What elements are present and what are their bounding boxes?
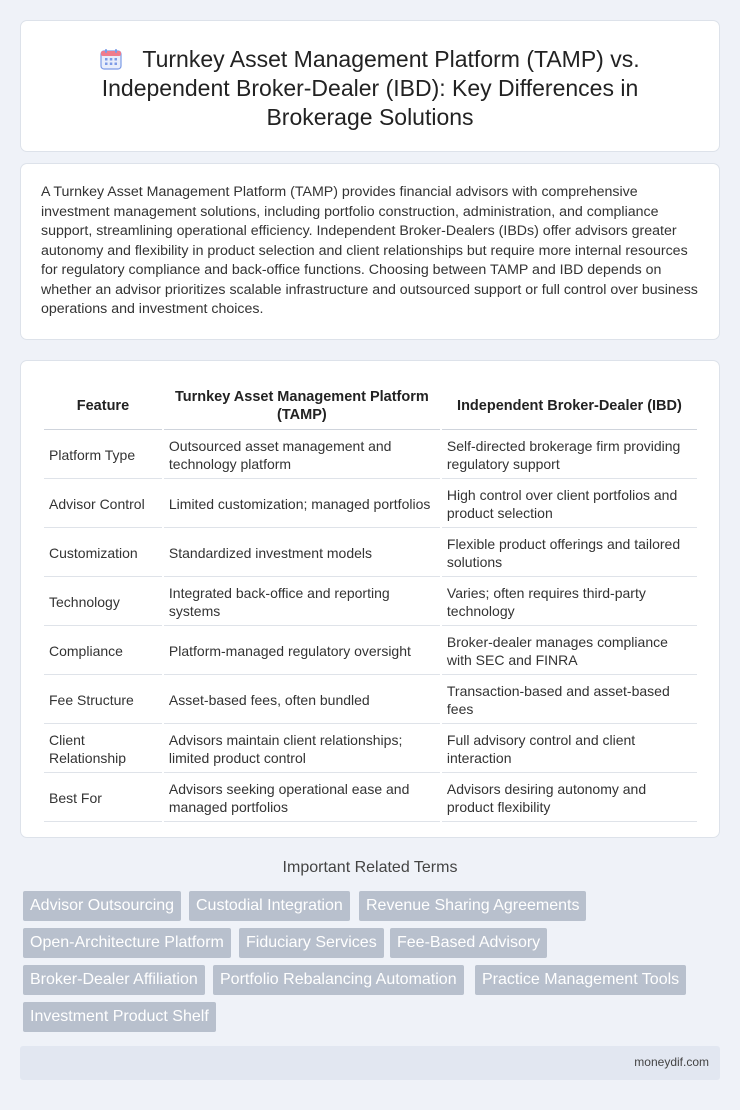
tamp-cell: Advisors maintain client relationships; limited product control — [164, 726, 440, 773]
comparison-table — [42, 381, 699, 824]
page-title-text: Turnkey Asset Management Platform (TAMP) vs. Independent Broker-Dealer (IBD): Key Differences in Brokerage Solutions — [101, 46, 640, 130]
table-row — [44, 775, 697, 822]
tamp-cell: Asset-based fees, often bundled — [164, 677, 440, 724]
related-term-tag[interactable]: Investment Product Shelf — [23, 1002, 216, 1032]
feature-cell: Client Relationship — [44, 726, 162, 773]
intro-card — [20, 163, 720, 340]
ibd-cell: Flexible product offerings and tailored solutions — [442, 530, 697, 577]
tamp-cell: Integrated back-office and reporting systems — [164, 579, 440, 626]
ibd-cell: High control over client portfolios and product selection — [442, 481, 697, 528]
related-term-tag[interactable]: Fiduciary Services — [239, 928, 384, 958]
related-term-tag[interactable]: Fee-Based Advisory — [390, 928, 547, 958]
feature-cell: Technology — [44, 579, 162, 626]
table-row — [44, 579, 697, 626]
ibd-cell: Transaction-based and asset-based fees — [442, 677, 697, 724]
related-term-tag[interactable]: Custodial Integration — [189, 891, 350, 921]
related-term-tag[interactable]: Portfolio Rebalancing Automation — [213, 965, 464, 995]
related-term-tag[interactable]: Advisor Outsourcing — [23, 891, 181, 921]
table-header-row — [44, 383, 697, 430]
tamp-cell: Standardized investment models — [164, 530, 440, 577]
ibd-cell: Broker-dealer manages compliance with SEC and FINRA — [442, 628, 697, 675]
ibd-cell: Advisors desiring autonomy and product flexibility — [442, 775, 697, 822]
related-term-tag[interactable]: Revenue Sharing Agreements — [359, 891, 586, 921]
table-row — [44, 677, 697, 724]
feature-cell: Platform Type — [44, 432, 162, 479]
feature-cell: Advisor Control — [44, 481, 162, 528]
ibd-cell: Self-directed brokerage firm providing regulatory support — [442, 432, 697, 479]
tamp-cell: Advisors seeking operational ease and managed portfolios — [164, 775, 440, 822]
feature-cell: Compliance — [44, 628, 162, 675]
footer-site[interactable]: moneydif.com — [634, 1055, 709, 1069]
table-row — [44, 628, 697, 675]
header-feature: Feature — [44, 383, 162, 430]
feature-cell: Customization — [44, 530, 162, 577]
related-term-tag[interactable]: Open-Architecture Platform — [23, 928, 231, 958]
header-tamp: Turnkey Asset Management Platform (TAMP) — [164, 383, 440, 430]
header-ibd: Independent Broker-Dealer (IBD) — [442, 383, 697, 430]
title-card — [20, 20, 720, 152]
table-row — [44, 481, 697, 528]
tamp-cell: Outsourced asset management and technology platform — [164, 432, 440, 479]
table-row — [44, 432, 697, 479]
page-title — [51, 45, 689, 132]
table-row — [44, 726, 697, 773]
ibd-cell: Full advisory control and client interaction — [442, 726, 697, 773]
table-row — [44, 530, 697, 577]
tamp-cell: Platform-managed regulatory oversight — [164, 628, 440, 675]
related-term-tag[interactable]: Broker-Dealer Affiliation — [23, 965, 205, 995]
related-terms-heading: Important Related Terms — [282, 859, 458, 876]
related-term-tag[interactable]: Practice Management Tools — [475, 965, 686, 995]
feature-cell: Best For — [44, 775, 162, 822]
intro-paragraph: A Turnkey Asset Management Platform (TAMP) provides financial advisors with comprehensive investment management solutions, including portfolio construction, administration, and compliance support, streamlining operational efficiency. Independent Broker-Dealers (IBDs) offer advisors greater autonomy and flexibility in product selection and client relationships but require more internal resources for regulatory compliance and back-office functions. Choosing between TAMP and IBD depends on whether an advisor prioritizes scalable infrastructure and outsourced support or full control over business operations and investment choices. — [41, 184, 698, 317]
ibd-cell: Varies; often requires third-party technology — [442, 579, 697, 626]
calendar-icon — [100, 48, 122, 70]
footer — [20, 1046, 720, 1080]
tamp-cell: Limited customization; managed portfolios — [164, 481, 440, 528]
feature-cell: Fee Structure — [44, 677, 162, 724]
comparison-card — [20, 360, 720, 838]
